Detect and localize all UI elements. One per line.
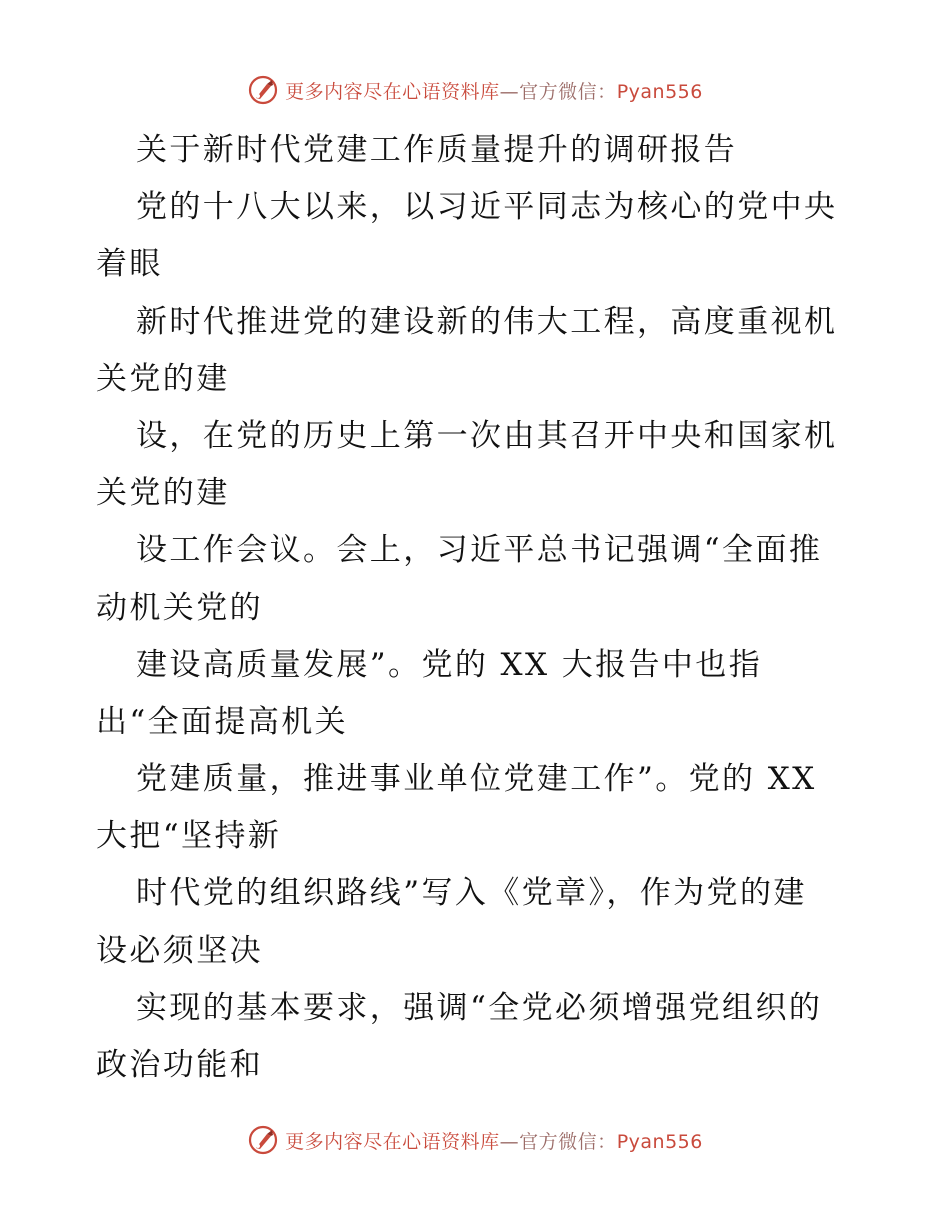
watermark-text: [285, 1127, 703, 1154]
watermark-id-text: Pyan556: [616, 80, 703, 103]
paragraph-line: 党的十八大以来，以习近平同志为核心的党中央: [136, 189, 838, 226]
paragraph-line: 党建质量，推进事业单位党建工作”。党的 XX: [136, 761, 817, 798]
paragraph-line: 关党的建: [96, 360, 230, 397]
paragraph-line: 出“全面提高机关: [96, 703, 349, 740]
paragraph-line: 关党的建: [96, 475, 230, 512]
footer-watermark: [0, 1120, 950, 1160]
paragraph-line: 政治功能和: [96, 1047, 263, 1083]
header-watermark: [0, 70, 950, 110]
paragraph-line: 设必须坚决: [96, 932, 263, 969]
paragraph-line: 着眼: [96, 246, 163, 283]
paragraph-line: 动机关党的: [96, 589, 263, 626]
document-body: [96, 122, 856, 1094]
paragraph-line: 设工作会议。会上，习近平总书记强调“全面推: [136, 532, 823, 569]
paragraph-line: 新时代推进党的建设新的伟大工程，高度重视机: [136, 303, 838, 340]
watermark-separator-text: —官方微信：: [499, 1130, 617, 1153]
paragraph-line: 设，在党的历史上第一次由其召开中央和国家机: [136, 417, 838, 454]
watermark-site-text: 更多内容尽在心语资料库: [285, 80, 500, 103]
watermark-text: [285, 77, 703, 104]
quill-pen-logo-icon: [247, 74, 279, 106]
watermark-id-text: Pyan556: [616, 1130, 703, 1153]
watermark-separator-text: —官方微信：: [499, 80, 617, 103]
watermark-site-text: 更多内容尽在心语资料库: [285, 1130, 500, 1153]
paragraph-line: 实现的基本要求，强调“全党必须增强党组织的: [136, 989, 823, 1026]
document-title: 关于新时代党建工作质量提升的调研报告: [136, 132, 738, 168]
paragraph-line: 建设高质量发展”。党的 XX 大报告中也指: [136, 646, 763, 683]
quill-pen-logo-icon: [247, 1124, 279, 1156]
paragraph-line: 大把“坚持新: [96, 818, 282, 855]
paragraph-line: 时代党的组织路线”写入《党章》，作为党的建: [136, 875, 807, 912]
